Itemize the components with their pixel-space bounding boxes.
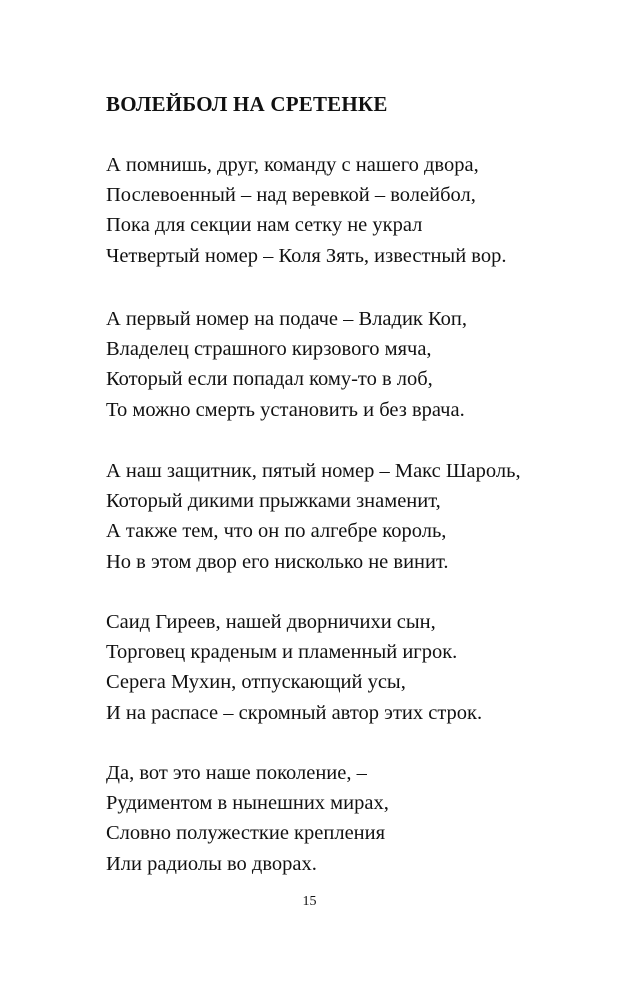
- poem-line: Словно полужесткие крепления: [106, 822, 386, 845]
- poem-line: Который если попадал кому-то в лоб,: [106, 368, 433, 391]
- poem-line: А наш защитник, пятый номер – Макс Шароль,: [106, 460, 521, 482]
- poem-line: Серега Мухин, отпускающий усы,: [106, 671, 406, 694]
- stanza-2: [106, 304, 467, 425]
- poem-line: А также тем, что он по алгебре король,: [106, 520, 447, 543]
- poem-title: ВОЛЕЙБОЛ НА СРЕТЕНКЕ: [106, 92, 388, 116]
- poem-line: Послевоенный – над веревкой – волейбол,: [106, 184, 476, 207]
- poem-line: Пока для секции нам сетку не украл: [106, 214, 423, 237]
- stanza-3: [106, 456, 521, 577]
- poem-line: То можно смерть установить и без врача.: [106, 398, 465, 421]
- poem-line: Или радиолы во дворах.: [106, 852, 317, 875]
- page-number: 15: [302, 894, 317, 909]
- poem-line: Торговец краденым и пламенный игрок.: [106, 641, 458, 664]
- poem-line: Который дикими прыжками знаменит,: [106, 490, 441, 513]
- poem-line: А помнишь, друг, команду с нашего двора,: [106, 154, 479, 176]
- poem-line: Владелец страшного кирзового мяча,: [106, 338, 432, 361]
- stanza-4: [106, 607, 482, 728]
- poem-line: А первый номер на подаче – Владик Коп,: [106, 308, 468, 330]
- poem-line: Да, вот это наше поколение, –: [106, 762, 367, 784]
- stanza-1: [106, 150, 506, 271]
- poem-line: И на распасе – скромный автор этих строк.: [106, 701, 483, 724]
- poem-line: Четвертый номер – Коля Зять, известный вор.: [106, 244, 507, 267]
- stanza-5: [106, 758, 389, 879]
- poem-line: Рудиментом в нынешних мирах,: [106, 792, 389, 815]
- poem-line: Саид Гиреев, нашей дворничихи сын,: [106, 611, 436, 633]
- poem-line: Но в этом двор его нисколько не винит.: [106, 550, 449, 573]
